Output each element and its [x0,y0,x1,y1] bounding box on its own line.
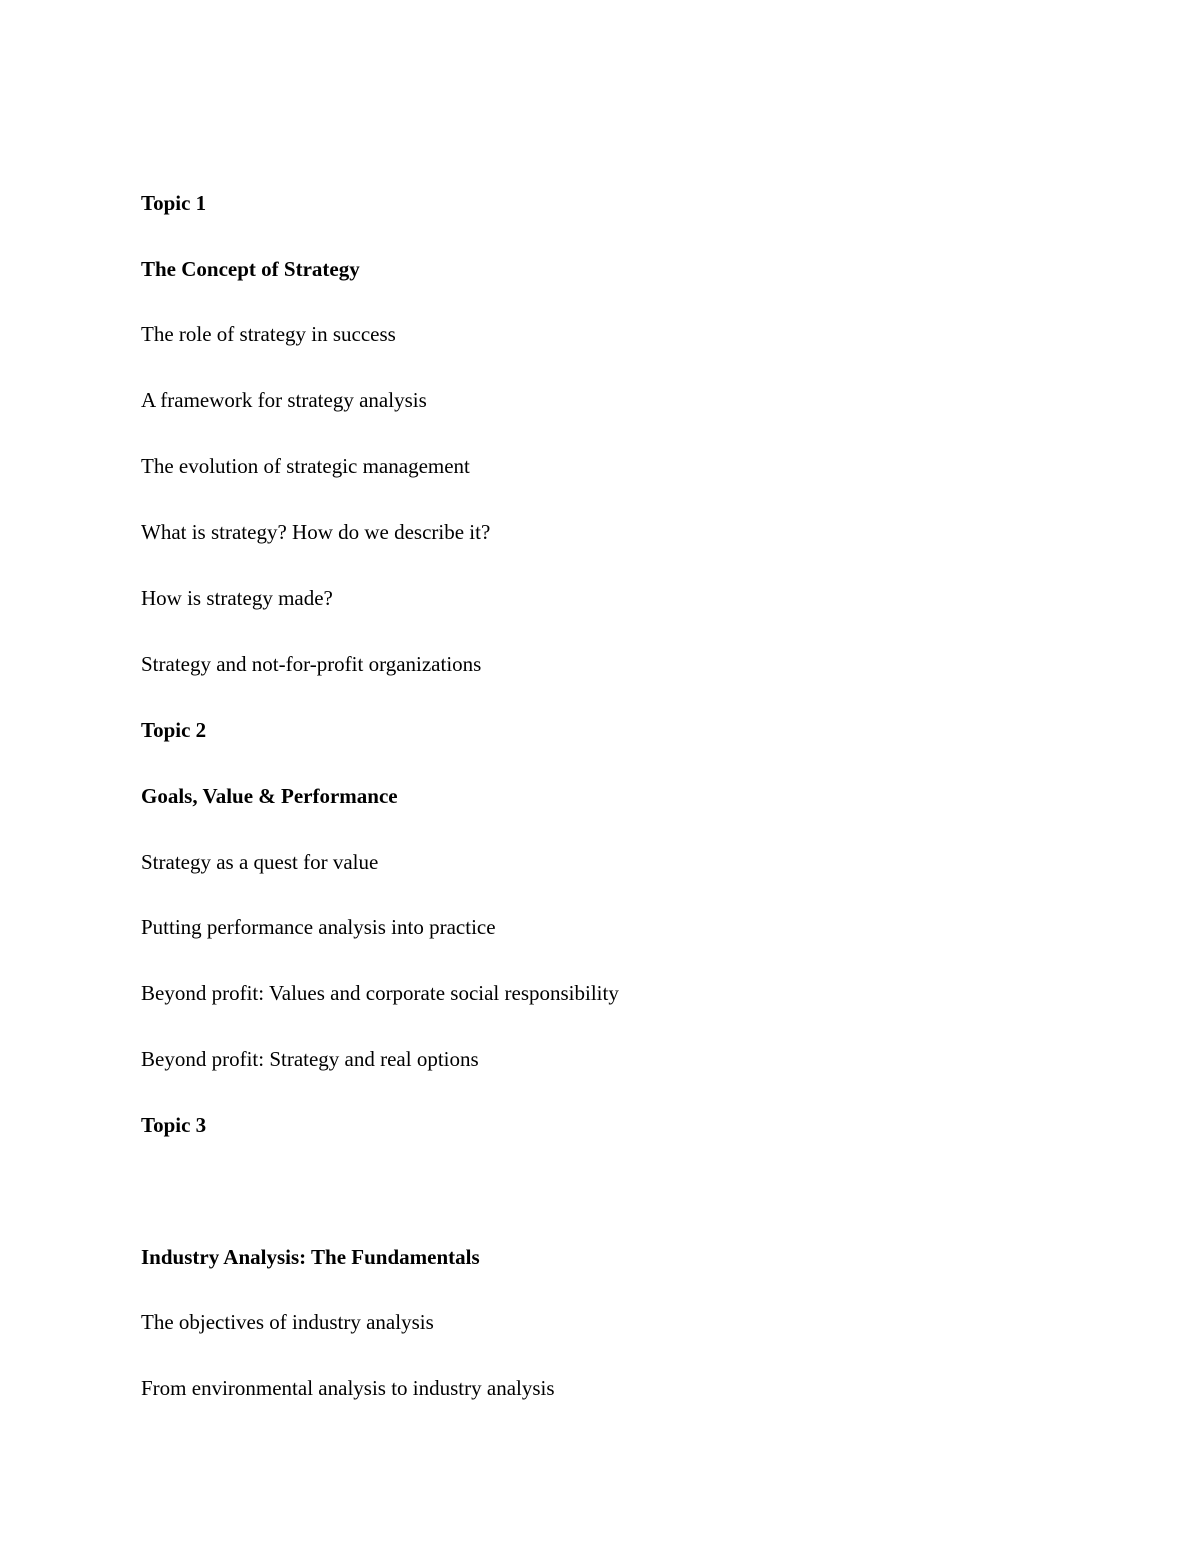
topic-2-title: Goals, Value & Performance [141,784,398,808]
topic-1-item: The role of strategy in success [141,322,396,346]
topic-2-label: Topic 2 [141,718,207,742]
topic-2-item: Strategy as a quest for value [141,850,379,874]
topic-1-title: The Concept of Strategy [141,257,360,281]
topic-3-item: The objectives of industry analysis [141,1310,434,1334]
topic-1-label: Topic 1 [141,191,207,215]
topic-2-item: Putting performance analysis into practice [141,915,496,939]
topic-1-item: What is strategy? How do we describe it? [141,520,491,544]
topic-1-item: Strategy and not-for-profit organizations [141,652,482,676]
topic-2-item: Beyond profit: Values and corporate social responsibility [141,981,619,1005]
topic-1-item: A framework for strategy analysis [141,388,427,412]
topic-1-item: The evolution of strategic management [141,454,470,478]
topic-1-item: How is strategy made? [141,586,333,610]
topic-2-item: Beyond profit: Strategy and real options [141,1047,479,1071]
topic-3-label: Topic 3 [141,1113,207,1137]
topic-3-item: From environmental analysis to industry analysis [141,1376,555,1400]
topic-3-title: Industry Analysis: The Fundamentals [141,1245,480,1269]
